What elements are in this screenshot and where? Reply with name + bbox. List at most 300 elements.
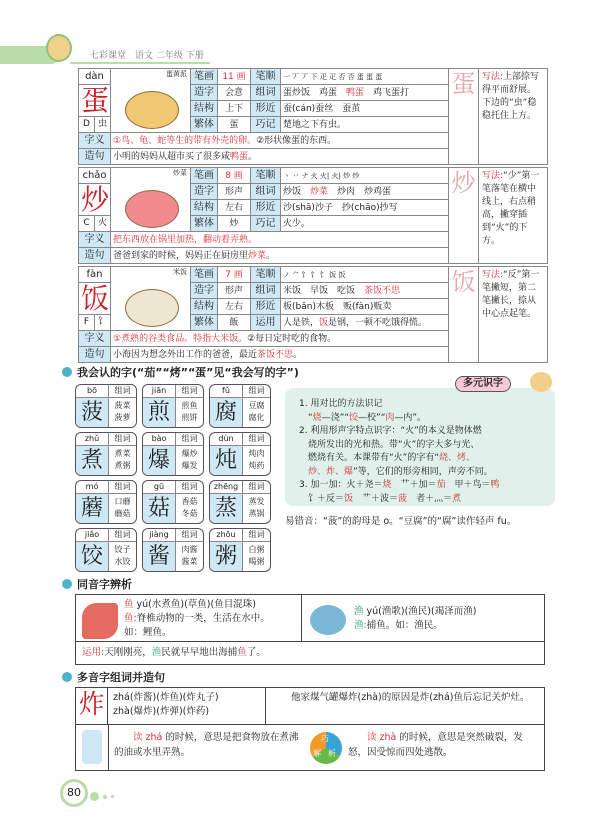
card-pinyin: bào bbox=[143, 433, 176, 446]
text-segment: 2. 利用形声字特点识字：“火”的本义是物体燃 bbox=[299, 426, 482, 436]
structure: 左右 bbox=[218, 299, 251, 315]
card-char: 煎 bbox=[143, 398, 176, 427]
stroke-count: 11 画 bbox=[218, 69, 251, 85]
line bbox=[124, 598, 270, 612]
text-segment: 炒、炸、爆 bbox=[308, 466, 354, 477]
tracing-char: 饭 bbox=[449, 267, 479, 363]
text-segment: 炒菜 bbox=[310, 186, 329, 197]
text-segment: 渔 bbox=[354, 606, 364, 617]
index-letter: C bbox=[83, 218, 90, 228]
homophone-usage bbox=[76, 641, 544, 664]
card-char: 饺 bbox=[76, 542, 109, 571]
homophone-right bbox=[354, 605, 476, 633]
polyphone-box bbox=[75, 687, 545, 771]
tracing-char: 炒 bbox=[449, 168, 479, 264]
text-segment: 爸爸到家的时候，妈妈正在厨房里 bbox=[113, 250, 249, 261]
word-card-jiān bbox=[142, 384, 204, 428]
word-card-dùn bbox=[209, 432, 271, 476]
card-label: 组词 bbox=[243, 529, 270, 542]
text-segment: 者＋灬＝ bbox=[407, 493, 453, 504]
card-word: 饺子 bbox=[114, 545, 131, 554]
card-word: 炖药 bbox=[248, 461, 265, 470]
stroke-order: ノ ⺈ 饣 饣 饣 饭 饭 bbox=[281, 267, 449, 283]
card-pinyin: zhōu bbox=[210, 529, 243, 542]
text-segment: 捕鱼。如：渔民。 bbox=[366, 620, 443, 631]
extra-note bbox=[281, 216, 449, 232]
example-sentence bbox=[111, 149, 449, 165]
main-char: 炒 bbox=[79, 184, 111, 216]
structure: 上下 bbox=[218, 101, 251, 117]
similar-chars: 沙(shā)沙子 抄(chāo)抄写 bbox=[281, 200, 449, 216]
main-char: 饭 bbox=[79, 283, 111, 315]
text-segment: 。 bbox=[293, 349, 303, 360]
illustration bbox=[125, 289, 179, 327]
card-words bbox=[109, 448, 136, 472]
text-segment: 火少。 bbox=[283, 218, 311, 229]
writing-note bbox=[479, 168, 548, 264]
illustration bbox=[125, 91, 179, 129]
divider bbox=[301, 595, 302, 641]
card-word: 蘑菇 bbox=[114, 509, 131, 518]
card-word: 煮粥 bbox=[114, 461, 131, 470]
char-card-chǎo bbox=[78, 167, 548, 264]
stroke-count: 8 画 bbox=[218, 168, 251, 184]
card-word: 菠菜 bbox=[114, 401, 131, 410]
traditional: 飯 bbox=[218, 315, 251, 331]
meaning bbox=[111, 232, 449, 248]
label-order: 笔顺 bbox=[251, 69, 281, 85]
text-segment: 渔: bbox=[354, 620, 367, 631]
text-segment: 炒饭 bbox=[283, 186, 311, 197]
word-card-zhōu bbox=[209, 528, 271, 572]
card-word: 菠萝 bbox=[114, 413, 131, 422]
card-pinyin: jiān bbox=[143, 385, 176, 398]
label-order: 笔顺 bbox=[251, 168, 281, 184]
duoyuan-line bbox=[299, 479, 543, 493]
label-meaning: 字义 bbox=[79, 232, 111, 248]
main-char: 蛋 bbox=[79, 85, 111, 117]
text-segment: 鸭蛋 bbox=[230, 151, 249, 162]
image-label: 米饭 bbox=[173, 268, 187, 276]
card-label: 组词 bbox=[109, 481, 136, 494]
header-title: 七彩课堂 语文 二年级 下册 bbox=[90, 51, 204, 61]
label-strokes: 笔画 bbox=[191, 69, 218, 85]
text-segment: ②形状像蛋的东西。 bbox=[256, 135, 337, 146]
card-label: 组词 bbox=[243, 481, 270, 494]
writing-note bbox=[479, 267, 548, 363]
text-segment: 饭 bbox=[319, 317, 329, 328]
radical: 火 bbox=[94, 216, 110, 231]
text-segment: 燃烧有关。本课带有“火”的字有“ bbox=[299, 453, 439, 463]
example-sentence bbox=[111, 248, 449, 264]
card-words bbox=[176, 448, 203, 472]
text-segment: 。 bbox=[248, 151, 258, 162]
text-segment: 鱼 bbox=[124, 599, 134, 610]
label-similar: 形近 bbox=[251, 200, 281, 216]
text-segment: 肉 bbox=[385, 412, 395, 423]
card-label: 组词 bbox=[176, 385, 203, 398]
text-segment: ①煮熟的谷类食品。特指大米饭。 bbox=[113, 333, 248, 344]
text-segment: 艹＋波＝ bbox=[353, 493, 399, 504]
section-bullet-icon bbox=[62, 367, 72, 377]
card-pinyin: jiàng bbox=[143, 529, 176, 542]
label-sentence: 造句 bbox=[79, 347, 111, 363]
polyphone-left-explain bbox=[114, 730, 300, 760]
index-radical bbox=[79, 216, 111, 232]
text-segment: ”等，它们的形旁相同，声旁不同。 bbox=[353, 466, 493, 477]
card-words bbox=[243, 400, 270, 424]
divider bbox=[265, 688, 266, 724]
text-segment: 鱼: bbox=[124, 613, 137, 624]
card-label: 组词 bbox=[109, 529, 136, 542]
polyphone-heading bbox=[62, 671, 165, 685]
decor-dot bbox=[90, 792, 99, 801]
illustration bbox=[125, 190, 179, 228]
label-words: 组词 bbox=[251, 283, 281, 299]
duoyuan-line bbox=[299, 412, 543, 426]
formation: 形声 bbox=[218, 283, 251, 299]
text-segment: 鱼 bbox=[237, 647, 247, 658]
polyphone-sentence: 他家煤气罐爆炸(zhà)的原因是炸(zhá)鱼后忘记关炉灶。 bbox=[291, 692, 530, 703]
word-card-zhǔ bbox=[75, 432, 137, 476]
text-segment: 炒肉 炒鸡蛋 bbox=[328, 186, 392, 197]
pinyin: chǎo bbox=[79, 168, 111, 184]
card-words bbox=[176, 496, 203, 520]
line bbox=[124, 626, 270, 640]
words bbox=[281, 283, 449, 299]
traditional: 蛋 bbox=[218, 117, 251, 133]
label-sentence: 造句 bbox=[79, 149, 111, 165]
meaning bbox=[111, 331, 449, 347]
polyphone-char: 炸 bbox=[76, 688, 108, 724]
label-meaning: 字义 bbox=[79, 133, 111, 149]
text-segment: 写法: bbox=[482, 270, 504, 280]
recognize-title: 我会认的字(“茄”“烤”“蛋”见“我会写的字”) bbox=[77, 366, 299, 379]
text-segment: yú(渔歌)(渔民)(竭泽而渔) bbox=[363, 606, 477, 617]
text-segment: 鸡飞蛋打 bbox=[364, 87, 410, 98]
homophone-left bbox=[124, 598, 270, 640]
card-words bbox=[109, 544, 136, 568]
char-card-dàn bbox=[78, 68, 548, 165]
card-label: 组词 bbox=[176, 529, 203, 542]
card-word: 豆腐 bbox=[248, 401, 265, 410]
label-traditional: 繁体 bbox=[191, 117, 218, 133]
text-segment: —校”“ bbox=[358, 412, 386, 423]
text-segment: 艹＋加＝ bbox=[391, 480, 437, 490]
card-word: 肉酱 bbox=[181, 545, 198, 554]
text-segment: 把东西放在锅里加热，翻动着弄熟。 bbox=[113, 234, 258, 245]
card-words bbox=[243, 544, 270, 568]
stroke-order: 一 丆 丆 下 疋 疋 否 否 蛋 蛋 蛋 bbox=[281, 69, 449, 85]
pronunciation-tip: 易错音：“菠”的韵母是 o。“豆腐”的“腐”读作轻声 fu。 bbox=[285, 516, 517, 527]
card-word: 炖肉 bbox=[248, 449, 265, 458]
page-number: 80 bbox=[60, 779, 88, 807]
word-card-jiǎo bbox=[75, 528, 137, 572]
card-words bbox=[109, 496, 136, 520]
decor-dot bbox=[103, 795, 107, 799]
example-sentence bbox=[111, 347, 449, 363]
char-image bbox=[111, 267, 191, 331]
label-similar: 形近 bbox=[251, 101, 281, 117]
text-segment: “反”第一笔撇短，第二笔撇长，捺从中心点起笔。 bbox=[482, 270, 540, 319]
card-words bbox=[176, 544, 203, 568]
label-formation: 造字 bbox=[191, 184, 218, 200]
word-card-mó bbox=[75, 480, 137, 524]
text-segment: 如：鲤鱼。 bbox=[124, 627, 172, 638]
meaning bbox=[111, 133, 449, 149]
card-word: 白粥 bbox=[248, 545, 265, 554]
word-card-zhēng bbox=[209, 480, 271, 524]
card-label: 组词 bbox=[109, 433, 136, 446]
index-radical bbox=[79, 117, 111, 133]
text-segment: 茶饭不思 bbox=[364, 285, 401, 296]
text-segment: 茶饭不思 bbox=[257, 349, 294, 360]
text-segment: 蛋炒饭 鸡蛋 bbox=[283, 87, 347, 98]
card-label: 组词 bbox=[109, 385, 136, 398]
text-segment: 民就早早地出海捕 bbox=[161, 647, 238, 658]
header-divider bbox=[70, 62, 210, 64]
extra-note bbox=[281, 315, 449, 331]
duoyuan-line bbox=[299, 398, 543, 412]
polyphone-readings bbox=[113, 691, 219, 719]
label-strokes: 笔画 bbox=[191, 267, 218, 283]
card-char: 粥 bbox=[210, 542, 243, 571]
card-label: 组词 bbox=[243, 433, 270, 446]
recognize-heading bbox=[62, 366, 299, 380]
text-segment: 写法: bbox=[482, 72, 504, 82]
formation: 形声 bbox=[218, 184, 251, 200]
text-segment bbox=[299, 467, 308, 477]
badge-text: 巧 bbox=[321, 734, 329, 743]
label-formation: 造字 bbox=[191, 283, 218, 299]
divider bbox=[108, 724, 109, 770]
text-segment: 饭 bbox=[344, 493, 354, 504]
duoyuan-line bbox=[299, 425, 543, 439]
section-bullet-icon bbox=[62, 672, 72, 682]
card-pinyin: zhǔ bbox=[76, 433, 109, 446]
text-segment: 鸭 bbox=[490, 480, 500, 490]
line bbox=[124, 612, 270, 626]
text-segment: 了。 bbox=[246, 647, 266, 658]
card-label: 组词 bbox=[243, 385, 270, 398]
reading-zha4: zhà(爆炸)(炸弹)(炸药) bbox=[113, 706, 210, 717]
homophone-box bbox=[75, 594, 545, 665]
section-bullet-icon bbox=[62, 579, 72, 589]
card-word: 蒸发 bbox=[248, 497, 265, 506]
radical: 饣 bbox=[94, 315, 110, 330]
card-char: 蘑 bbox=[76, 494, 109, 523]
tracing-char: 蛋 bbox=[449, 69, 479, 165]
card-pinyin: zhēng bbox=[210, 481, 243, 494]
word-card-bō bbox=[75, 384, 137, 428]
card-words bbox=[176, 400, 203, 424]
line bbox=[354, 605, 476, 619]
words bbox=[281, 184, 449, 200]
card-char: 蒸 bbox=[210, 494, 243, 523]
card-char: 炖 bbox=[210, 446, 243, 475]
pinyin: fàn bbox=[79, 267, 111, 283]
card-pinyin: jiǎo bbox=[76, 529, 109, 542]
text-segment: 茄 bbox=[436, 480, 446, 490]
card-pinyin: gū bbox=[143, 481, 176, 494]
text-segment: 甲＋鸟＝ bbox=[445, 480, 491, 490]
label-strokes: 笔画 bbox=[191, 168, 218, 184]
label-sentence: 造句 bbox=[79, 248, 111, 264]
mascot-icon bbox=[530, 372, 552, 392]
image-label: 蛋黄派 bbox=[166, 70, 187, 78]
writing-note bbox=[479, 69, 548, 165]
label-order: 笔顺 bbox=[251, 267, 281, 283]
card-words bbox=[243, 496, 270, 520]
label-structure: 结构 bbox=[191, 200, 218, 216]
text-segment: 饣＋反＝ bbox=[299, 493, 345, 504]
card-word: 喝粥 bbox=[248, 557, 265, 566]
index-letter: D bbox=[83, 119, 90, 129]
text-segment: ①鸟、龟、蛇等生的带有外壳的卵。 bbox=[113, 135, 257, 146]
card-pinyin: bō bbox=[76, 385, 109, 398]
char-image bbox=[111, 69, 191, 133]
text-segment: “少”第一笔落笔在横中线上，右点稍高，撇穿插到“火”的下方。 bbox=[482, 171, 540, 246]
text-segment: 米饭 早饭 吃饭 bbox=[283, 285, 365, 296]
card-word: 爆发 bbox=[181, 461, 198, 470]
duoyuan-line bbox=[299, 493, 543, 507]
card-word: 酱菜 bbox=[181, 557, 198, 566]
text-segment: 天刚刚亮， bbox=[104, 647, 152, 658]
text-segment: 烧 bbox=[312, 412, 322, 423]
fisherman-image bbox=[310, 605, 346, 635]
char-card-fàn bbox=[78, 266, 548, 363]
char-image bbox=[111, 168, 191, 232]
reading-zha2: zhá(炸酱)(炸鱼)(炸丸子) bbox=[113, 692, 219, 703]
card-pinyin: fǔ bbox=[210, 385, 243, 398]
duoyuan-line bbox=[299, 452, 543, 466]
text-segment: 的时候，意思是把食物放在煮沸的油或水里弄熟。 bbox=[114, 732, 299, 758]
text-segment: yú(水煮鱼)(草鱼)(鱼目混珠) bbox=[133, 599, 256, 610]
label-extra: 运用 bbox=[251, 315, 281, 331]
label-traditional: 繁体 bbox=[191, 315, 218, 331]
mascot-image bbox=[46, 34, 72, 62]
formation: 会意 bbox=[218, 85, 251, 101]
traditional: 炒 bbox=[218, 216, 251, 232]
text-segment: 小海因为想念外出工作的爸爸，最近 bbox=[113, 349, 258, 360]
char-tables bbox=[78, 68, 547, 363]
radical: 虫 bbox=[94, 117, 110, 132]
badge-text: 解 bbox=[313, 749, 321, 758]
text-segment: —内”。 bbox=[394, 412, 427, 423]
text-segment: 写法: bbox=[482, 171, 504, 181]
label-words: 组词 bbox=[251, 85, 281, 101]
text-segment: 饺 bbox=[349, 412, 359, 423]
card-words bbox=[109, 400, 136, 424]
pinyin: dàn bbox=[79, 69, 111, 85]
card-word: 蒸锅 bbox=[248, 509, 265, 518]
card-word: 冬菇 bbox=[181, 509, 198, 518]
text-segment: “ bbox=[299, 412, 313, 423]
duoyuan-tag: 多元识字 bbox=[455, 376, 511, 392]
decor-dot bbox=[111, 795, 114, 798]
text-segment: 读 zhá bbox=[133, 732, 163, 743]
text-segment: 烧 bbox=[382, 480, 392, 490]
label-meaning: 字义 bbox=[79, 331, 111, 347]
label-traditional: 繁体 bbox=[191, 216, 218, 232]
extra-note bbox=[281, 117, 449, 133]
text-segment: 人是铁， bbox=[283, 317, 320, 328]
homophone-heading bbox=[62, 578, 132, 592]
word-card-gū bbox=[142, 480, 204, 524]
tip-badge bbox=[310, 732, 342, 764]
card-word: 腐化 bbox=[248, 413, 265, 422]
similar-chars: 蚕(cán)蚕丝 蚕茧 bbox=[281, 101, 449, 117]
text-segment: 上部捺写得平而舒展。下边的“虫”稳稳托住上方。 bbox=[482, 72, 540, 121]
card-word: 水饺 bbox=[114, 557, 131, 566]
duoyuan-box bbox=[285, 388, 555, 506]
word-card-bào bbox=[142, 432, 204, 476]
label-structure: 结构 bbox=[191, 299, 218, 315]
label-structure: 结构 bbox=[191, 101, 218, 117]
card-char: 煮 bbox=[76, 446, 109, 475]
text-segment: 1. 用对比的方法识记 bbox=[299, 399, 383, 409]
card-word: 煎鱼 bbox=[181, 401, 198, 410]
text-segment: 脊椎动物的一类，生活在水中。 bbox=[136, 613, 270, 624]
card-char: 菇 bbox=[143, 494, 176, 523]
card-char: 爆 bbox=[143, 446, 176, 475]
image-label: 炒菜 bbox=[173, 169, 187, 177]
index-letter: F bbox=[83, 317, 90, 327]
card-pinyin: dùn bbox=[210, 433, 243, 446]
label-formation: 造字 bbox=[191, 85, 218, 101]
text-segment: 3. 加一加：火＋尧＝ bbox=[299, 480, 383, 490]
stroke-order: 丶 丷 ナ 火 火| 火| 炒 炒 bbox=[281, 168, 449, 184]
text-segment: 炒菜 bbox=[248, 250, 267, 261]
word-card-fǔ bbox=[209, 384, 271, 428]
text-segment: 鸭蛋 bbox=[346, 87, 365, 98]
label-extra: 巧记 bbox=[251, 216, 281, 232]
badge-text: 析 bbox=[328, 749, 336, 758]
text-segment: 的时候，意思是突然破裂，发怒，因受惊而四处逃散。 bbox=[348, 732, 523, 758]
card-char: 腐 bbox=[210, 398, 243, 427]
text-segment: 烧所发出的光和热。带“火”的字大多与光、 bbox=[299, 439, 480, 450]
fish-image bbox=[82, 603, 118, 639]
similar-chars: 板(bǎn)木板 贩(fàn)贩卖 bbox=[281, 299, 449, 315]
line bbox=[354, 619, 476, 633]
duoyuan-line bbox=[299, 439, 543, 453]
polyphone-title: 多音字组词并造句 bbox=[77, 671, 165, 684]
card-char: 酱 bbox=[143, 542, 176, 571]
text-segment: 。 bbox=[266, 250, 276, 261]
divider bbox=[76, 724, 544, 725]
text-segment: 烧、烤、 bbox=[439, 453, 476, 463]
card-word: 口蘑 bbox=[114, 497, 131, 506]
card-label: 组词 bbox=[176, 433, 203, 446]
text-segment: 楚地之下有虫。 bbox=[283, 119, 347, 130]
card-char: 菠 bbox=[76, 398, 109, 427]
text-segment: 是钢，一顿不吃饿得慌。 bbox=[328, 317, 428, 328]
text-segment: 运用: bbox=[82, 647, 105, 658]
words bbox=[281, 85, 449, 101]
text-segment: 煮 bbox=[452, 493, 462, 504]
stroke-count: 7 画 bbox=[218, 267, 251, 283]
text-segment: ②每日定时吃的食物。 bbox=[247, 333, 337, 344]
card-word: 香菇 bbox=[181, 497, 198, 506]
polyphone-right-explain bbox=[348, 730, 540, 760]
word-card-jiàng bbox=[142, 528, 204, 572]
index-radical bbox=[79, 315, 111, 331]
text-segment: 渔 bbox=[151, 647, 162, 658]
homophone-title: 同音字辨析 bbox=[77, 578, 132, 591]
card-word: 煮菜 bbox=[114, 449, 131, 458]
duoyuan-line bbox=[299, 466, 543, 480]
label-similar: 形近 bbox=[251, 299, 281, 315]
